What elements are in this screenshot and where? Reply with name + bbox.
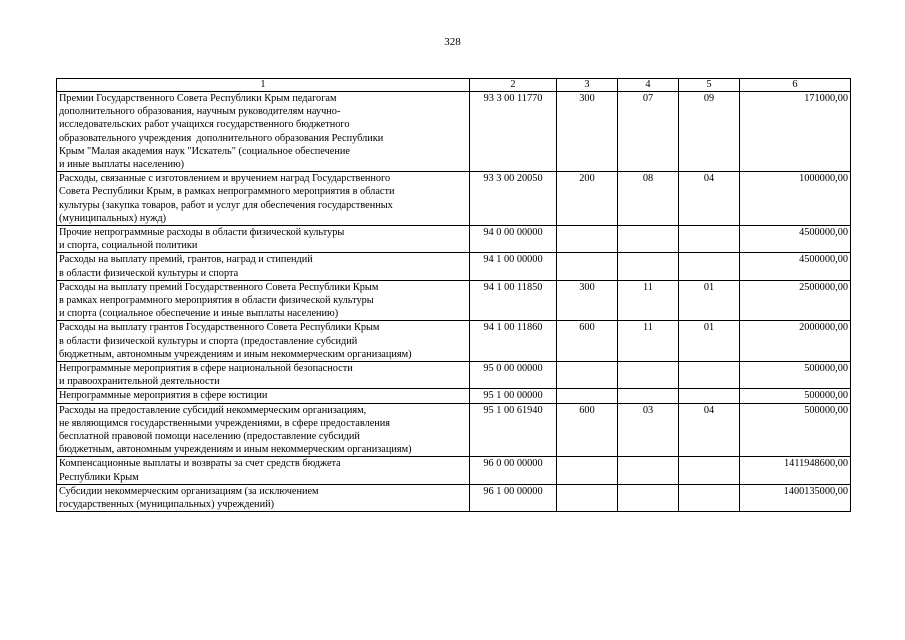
header-row	[57, 79, 851, 92]
amount-cell: 500000,00	[740, 389, 851, 403]
item-name-cell: Расходы на выплату премий, грантов, наград и стипендий в области физической культуры и спорта	[57, 253, 470, 280]
header-cell: 3	[557, 79, 618, 92]
header-cell: 1	[57, 79, 470, 92]
target-code-cell: 96 1 00 00000	[470, 484, 557, 511]
item-name-cell: Премии Государственного Совета Республики Крым педагогам дополнительного образования, научным руководителям научно- исследовательских работ учащихся государственного бюджетного образовательного учреждения дополнительного образования Республики Крым "Малая академия наук "Искатель" (социальное обеспечение и иные выплаты населению)	[57, 92, 470, 172]
subsection-cell: 04	[679, 172, 740, 226]
target-code-cell: 94 1 00 00000	[470, 253, 557, 280]
amount-cell: 4500000,00	[740, 253, 851, 280]
expense-type-cell	[557, 484, 618, 511]
expense-type-cell: 200	[557, 172, 618, 226]
section-cell: 11	[618, 321, 679, 362]
amount-cell: 4500000,00	[740, 226, 851, 253]
amount-cell: 1000000,00	[740, 172, 851, 226]
amount-cell: 500000,00	[740, 362, 851, 389]
section-cell: 07	[618, 92, 679, 172]
amount-cell: 1400135000,00	[740, 484, 851, 511]
expense-type-cell: 300	[557, 280, 618, 321]
section-cell	[618, 457, 679, 484]
section-cell: 11	[618, 280, 679, 321]
item-name-cell: Расходы на выплату премий Государственного Совета Республики Крым в рамках непрограммного мероприятия в области физической культуры и спорта (социальное обеспечение и иные выплаты населению)	[57, 280, 470, 321]
table-row	[57, 280, 851, 321]
amount-cell: 500000,00	[740, 403, 851, 457]
section-cell	[618, 362, 679, 389]
table-row	[57, 403, 851, 457]
section-cell	[618, 389, 679, 403]
budget-table	[56, 78, 851, 512]
header-cell: 2	[470, 79, 557, 92]
expense-type-cell: 300	[557, 92, 618, 172]
table-row	[57, 226, 851, 253]
target-code-cell: 96 0 00 00000	[470, 457, 557, 484]
item-name-cell: Непрограммные мероприятия в сфере национальной безопасности и правоохранительной деятельности	[57, 362, 470, 389]
item-name-cell: Расходы на выплату грантов Государственного Совета Республики Крым в области физической культуры и спорта (предоставление субсидий бюджетным, автономным учреждениям и иным некоммерческим организациям)	[57, 321, 470, 362]
subsection-cell	[679, 362, 740, 389]
amount-cell: 1411948600,00	[740, 457, 851, 484]
amount-cell: 171000,00	[740, 92, 851, 172]
amount-cell: 2000000,00	[740, 321, 851, 362]
subsection-cell	[679, 253, 740, 280]
expense-type-cell	[557, 457, 618, 484]
subsection-cell: 09	[679, 92, 740, 172]
amount-cell: 2500000,00	[740, 280, 851, 321]
section-cell	[618, 484, 679, 511]
header-cell: 5	[679, 79, 740, 92]
expense-type-cell	[557, 226, 618, 253]
target-code-cell: 94 0 00 00000	[470, 226, 557, 253]
expense-type-cell	[557, 362, 618, 389]
table-row	[57, 253, 851, 280]
section-cell	[618, 253, 679, 280]
table-row	[57, 389, 851, 403]
section-cell: 08	[618, 172, 679, 226]
item-name-cell: Расходы на предоставление субсидий некоммерческим организациям, не являющимся государственными учреждениями, в сфере предоставления бесплатной правовой помощи населению (предоставление субсидий бюджетным, автономным учреждениям и иным некоммерческим организациям)	[57, 403, 470, 457]
expense-type-cell	[557, 253, 618, 280]
subsection-cell	[679, 389, 740, 403]
expense-type-cell	[557, 389, 618, 403]
expense-type-cell: 600	[557, 321, 618, 362]
table-row	[57, 92, 851, 172]
target-code-cell: 95 0 00 00000	[470, 362, 557, 389]
table-row	[57, 457, 851, 484]
page-number: 328	[444, 36, 461, 48]
target-code-cell: 95 1 00 61940	[470, 403, 557, 457]
subsection-cell	[679, 457, 740, 484]
expense-type-cell: 600	[557, 403, 618, 457]
table-row	[57, 321, 851, 362]
item-name-cell: Прочие непрограммные расходы в области физической культуры и спорта, социальной политики	[57, 226, 470, 253]
target-code-cell: 94 1 00 11850	[470, 280, 557, 321]
table-row	[57, 362, 851, 389]
table-row	[57, 172, 851, 226]
item-name-cell: Субсидии некоммерческим организациям (за исключением государственных (муниципальных) учреждений)	[57, 484, 470, 511]
section-cell	[618, 226, 679, 253]
subsection-cell	[679, 484, 740, 511]
item-name-cell: Компенсационные выплаты и возвраты за счет средств бюджета Республики Крым	[57, 457, 470, 484]
target-code-cell: 95 1 00 00000	[470, 389, 557, 403]
subsection-cell: 01	[679, 280, 740, 321]
header-cell: 4	[618, 79, 679, 92]
item-name-cell: Расходы, связанные с изготовлением и вручением наград Государственного Совета Республики Крым, в рамках непрограммного мероприятия в области культуры (закупка товаров, работ и услуг для обеспечения государственных (муниципальных) нужд)	[57, 172, 470, 226]
section-cell: 03	[618, 403, 679, 457]
table-row	[57, 484, 851, 511]
subsection-cell: 01	[679, 321, 740, 362]
subsection-cell	[679, 226, 740, 253]
item-name-cell: Непрограммные мероприятия в сфере юстиции	[57, 389, 470, 403]
subsection-cell: 04	[679, 403, 740, 457]
header-cell: 6	[740, 79, 851, 92]
target-code-cell: 93 3 00 11770	[470, 92, 557, 172]
target-code-cell: 93 3 00 20050	[470, 172, 557, 226]
target-code-cell: 94 1 00 11860	[470, 321, 557, 362]
